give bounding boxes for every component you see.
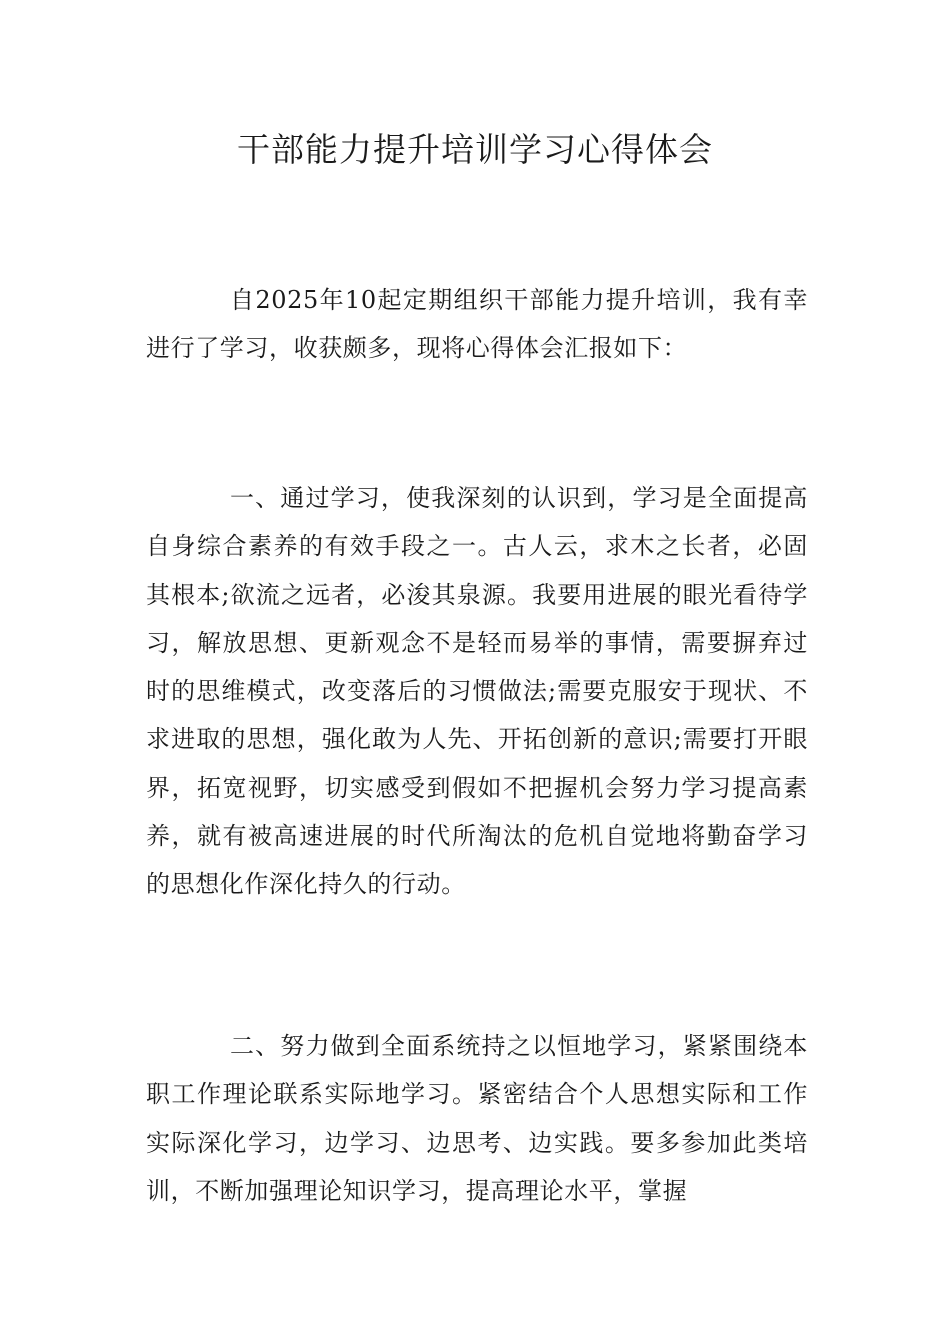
document-title: 干部能力提升培训学习心得体会: [237, 130, 713, 169]
section-one-paragraph: 一、通过学习，使我深刻的认识到，学习是全面提高自身综合素养的有效手段之一。古人云，求木之长者，必固其根本;欲流之远者，必浚其泉源。我要用进展的眼光看待学习，解放思想、更新观念不是轻而易举的事情，需要摒弃过时的思维模式，改变落后的习惯做法;需要克服安于现状、不求进取的思想，强化敢为人先、开拓创新的意识;需要打开眼界，拓宽视野，切实感受到假如不把握机会努力学习提高素养，就有被高速进展的时代所淘汰的危机自觉地将勤奋学习的思想化作深化持久的行动。: [146, 484, 808, 899]
section-two-paragraph: 二、努力做到全面系统持之以恒地学习，紧紧围绕本职工作理论联系实际地学习。紧密结合个人思想实际和工作实际深化学习，边学习、边思考、边实践。要多参加此类培训，不断加强理论知识学习，提高理论水平，掌握: [146, 1032, 808, 1205]
intro-paragraph: 自2025年10起定期组织干部能力提升培训，我有幸进行了学习，收获颇多，现将心得体会汇报如下：: [146, 286, 808, 363]
